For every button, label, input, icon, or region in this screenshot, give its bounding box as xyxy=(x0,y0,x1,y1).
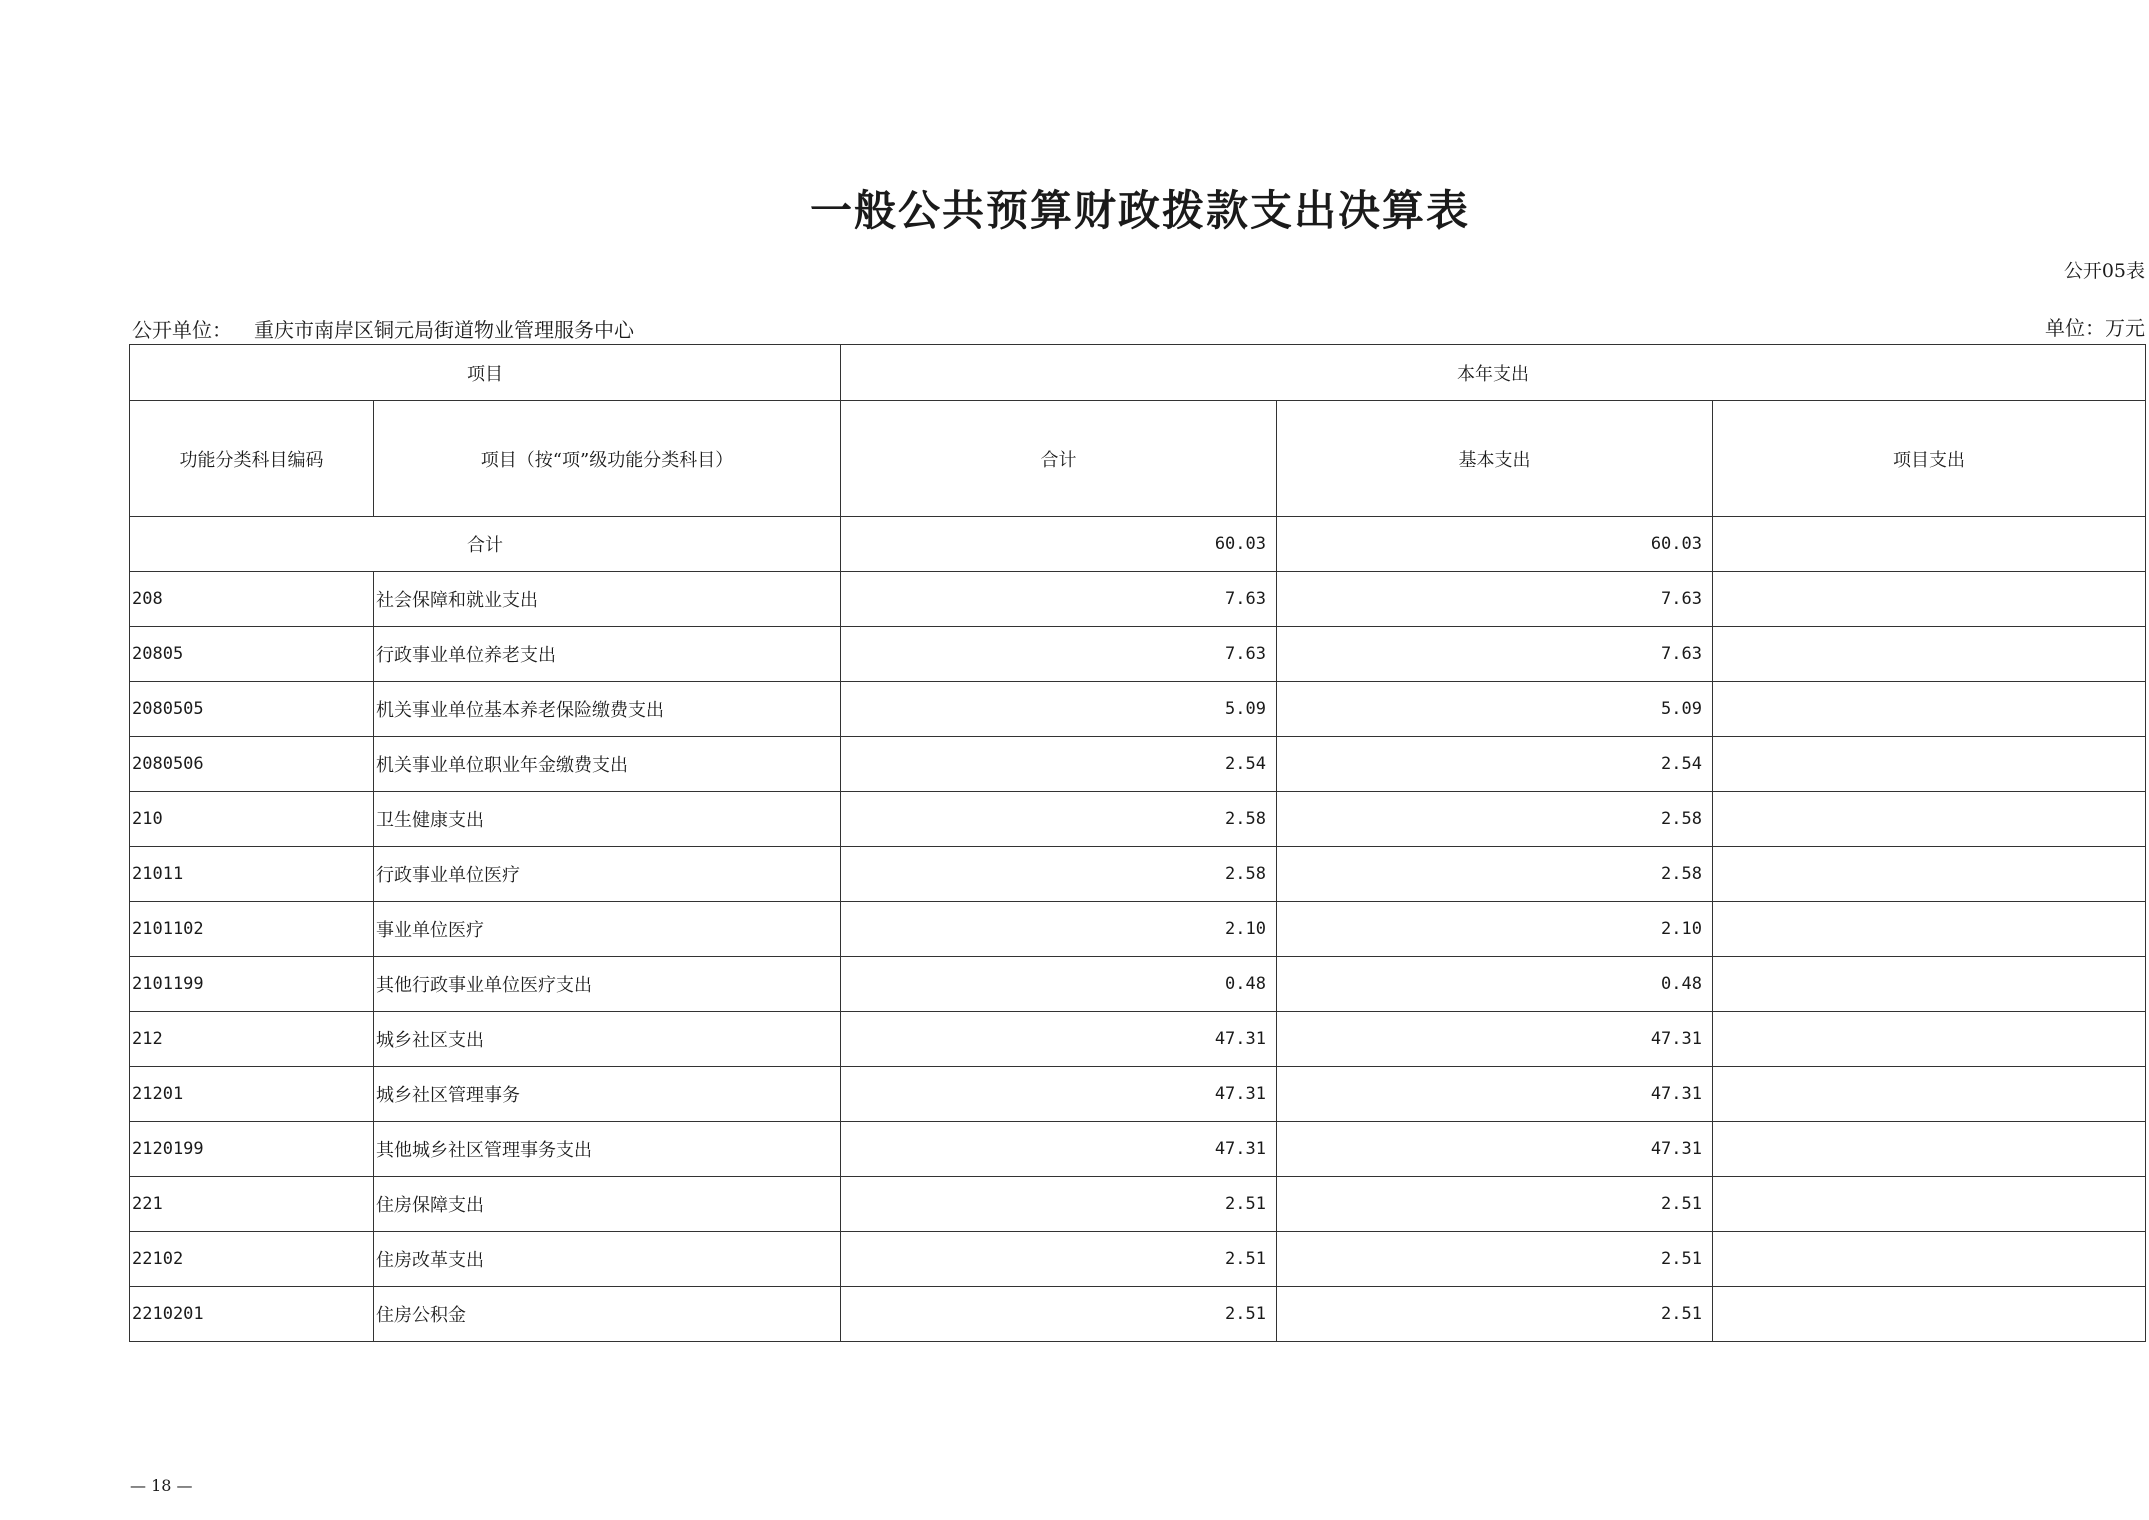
row-basic: 2.10 xyxy=(1277,902,1713,957)
row-basic: 47.31 xyxy=(1277,1122,1713,1177)
header-row-2 xyxy=(130,401,2146,517)
currency-unit: 单位：万元 xyxy=(2045,316,2145,340)
total-amount: 60.03 xyxy=(841,517,1277,572)
total-label: 合计 xyxy=(130,517,841,572)
row-project-expenditure xyxy=(1713,1122,2146,1177)
row-total: 47.31 xyxy=(841,1122,1277,1177)
row-name: 机关事业单位基本养老保险缴费支出 xyxy=(374,682,841,737)
table-row xyxy=(130,847,2146,902)
header-basic: 基本支出 xyxy=(1277,401,1713,517)
row-total: 2.58 xyxy=(841,847,1277,902)
row-code: 21201 xyxy=(130,1067,374,1122)
row-name: 住房改革支出 xyxy=(374,1232,841,1287)
row-name: 机关事业单位职业年金缴费支出 xyxy=(374,737,841,792)
header-current-year: 本年支出 xyxy=(841,345,2146,401)
row-project-expenditure xyxy=(1713,682,2146,737)
total-row xyxy=(130,517,2146,572)
table-row xyxy=(130,1012,2146,1067)
row-project-expenditure xyxy=(1713,902,2146,957)
row-total: 47.31 xyxy=(841,1012,1277,1067)
row-basic: 2.51 xyxy=(1277,1287,1713,1342)
row-total: 2.10 xyxy=(841,902,1277,957)
row-project-expenditure xyxy=(1713,1012,2146,1067)
row-code: 208 xyxy=(130,572,374,627)
row-basic: 7.63 xyxy=(1277,627,1713,682)
row-project-expenditure xyxy=(1713,847,2146,902)
row-total: 0.48 xyxy=(841,957,1277,1012)
row-basic: 2.58 xyxy=(1277,792,1713,847)
header-project-expenditure: 项目支出 xyxy=(1713,401,2146,517)
row-project-expenditure xyxy=(1713,627,2146,682)
row-name: 住房保障支出 xyxy=(374,1177,841,1232)
table-row xyxy=(130,572,2146,627)
row-code: 2080506 xyxy=(130,737,374,792)
row-project-expenditure xyxy=(1713,1067,2146,1122)
row-total: 2.51 xyxy=(841,1177,1277,1232)
row-basic: 47.31 xyxy=(1277,1067,1713,1122)
header-code: 功能分类科目编码 xyxy=(130,401,374,517)
table-row xyxy=(130,1232,2146,1287)
table-row xyxy=(130,737,2146,792)
row-code: 2101199 xyxy=(130,957,374,1012)
row-code: 2080505 xyxy=(130,682,374,737)
row-code: 20805 xyxy=(130,627,374,682)
reporting-unit xyxy=(132,314,634,343)
row-basic: 0.48 xyxy=(1277,957,1713,1012)
row-project-expenditure xyxy=(1713,1177,2146,1232)
row-project-expenditure xyxy=(1713,572,2146,627)
row-name: 卫生健康支出 xyxy=(374,792,841,847)
total-basic: 60.03 xyxy=(1277,517,1713,572)
row-code: 221 xyxy=(130,1177,374,1232)
row-name: 其他行政事业单位医疗支出 xyxy=(374,957,841,1012)
row-name: 住房公积金 xyxy=(374,1287,841,1342)
header-project: 项目 xyxy=(130,345,841,401)
header-project-name: 项目（按“项”级功能分类科目） xyxy=(374,401,841,517)
row-project-expenditure xyxy=(1713,957,2146,1012)
table-row xyxy=(130,1122,2146,1177)
table-row xyxy=(130,957,2146,1012)
header-total: 合计 xyxy=(841,401,1277,517)
form-number: 公开05表 xyxy=(2063,260,2145,282)
row-name: 行政事业单位医疗 xyxy=(374,847,841,902)
row-total: 7.63 xyxy=(841,572,1277,627)
table-row xyxy=(130,1067,2146,1122)
table-row xyxy=(130,627,2146,682)
row-name: 事业单位医疗 xyxy=(374,902,841,957)
row-basic: 2.51 xyxy=(1277,1177,1713,1232)
row-code: 210 xyxy=(130,792,374,847)
row-total: 2.58 xyxy=(841,792,1277,847)
row-basic: 2.54 xyxy=(1277,737,1713,792)
row-project-expenditure xyxy=(1713,792,2146,847)
row-basic: 47.31 xyxy=(1277,1012,1713,1067)
row-name: 城乡社区管理事务 xyxy=(374,1067,841,1122)
row-code: 212 xyxy=(130,1012,374,1067)
row-project-expenditure xyxy=(1713,737,2146,792)
row-code: 21011 xyxy=(130,847,374,902)
total-project-expenditure xyxy=(1713,517,2146,572)
row-total: 7.63 xyxy=(841,627,1277,682)
row-name: 其他城乡社区管理事务支出 xyxy=(374,1122,841,1177)
row-total: 47.31 xyxy=(841,1067,1277,1122)
row-total: 5.09 xyxy=(841,682,1277,737)
row-total: 2.51 xyxy=(841,1287,1277,1342)
table-row xyxy=(130,792,2146,847)
page-number: — 18 — xyxy=(130,1476,193,1495)
table-row xyxy=(130,682,2146,737)
row-basic: 5.09 xyxy=(1277,682,1713,737)
row-basic: 2.51 xyxy=(1277,1232,1713,1287)
row-project-expenditure xyxy=(1713,1287,2146,1342)
expenditure-table xyxy=(129,344,2146,1342)
row-project-expenditure xyxy=(1713,1232,2146,1287)
row-code: 2101102 xyxy=(130,902,374,957)
page-title: 一般公共预算财政拨款支出决算表 xyxy=(809,186,1470,235)
row-code: 22102 xyxy=(130,1232,374,1287)
row-total: 2.51 xyxy=(841,1232,1277,1287)
table-row xyxy=(130,1177,2146,1232)
table-row xyxy=(130,1287,2146,1342)
row-name: 行政事业单位养老支出 xyxy=(374,627,841,682)
row-basic: 2.58 xyxy=(1277,847,1713,902)
header-row-1 xyxy=(130,345,2146,401)
row-code: 2210201 xyxy=(130,1287,374,1342)
row-basic: 7.63 xyxy=(1277,572,1713,627)
row-total: 2.54 xyxy=(841,737,1277,792)
reporting-unit-name: 重庆市南岸区铜元局街道物业管理服务中心 xyxy=(254,318,634,342)
row-code: 2120199 xyxy=(130,1122,374,1177)
row-name: 城乡社区支出 xyxy=(374,1012,841,1067)
row-name: 社会保障和就业支出 xyxy=(374,572,841,627)
table-row xyxy=(130,902,2146,957)
reporting-unit-label: 公开单位： xyxy=(132,318,232,342)
